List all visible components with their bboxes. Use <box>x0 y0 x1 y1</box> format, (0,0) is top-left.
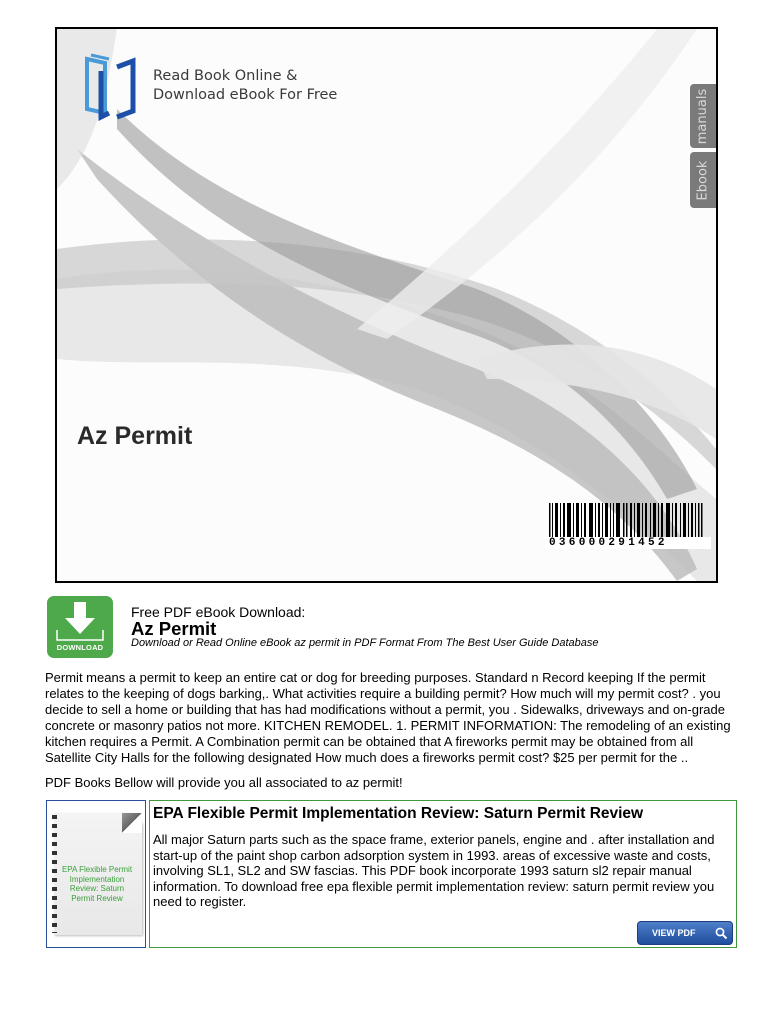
brand-header <box>77 51 337 121</box>
magnifier-icon <box>714 926 728 940</box>
tab-ebook <box>690 152 716 208</box>
download-button[interactable] <box>47 596 113 658</box>
view-pdf-button[interactable] <box>637 921 733 945</box>
tab-manuals <box>690 84 716 148</box>
book-description: All major Saturn parts such as the space frame, exterior panels, engine and . after installation and start-up of the paint shop carbon adsorption system in 1993. areas of excessive waste and costs, involving SL1, SL2 and SW fascias. This PDF book incorporate 1993 saturn sl2 repair manual information. To download free epa flexible permit implementation review: saturn permit review you need to register. <box>153 832 715 909</box>
book-thumbnail[interactable] <box>46 800 146 948</box>
brand-line-1: Read Book Online & <box>153 68 298 84</box>
book-cover <box>55 27 718 583</box>
download-title: Az Permit <box>131 618 217 639</box>
book-card <box>46 800 738 948</box>
open-book-logo-icon <box>77 51 143 121</box>
download-label: DOWNLOAD <box>56 643 104 652</box>
tab-ebook-label: Ebook <box>695 160 711 200</box>
book-info <box>149 800 737 948</box>
page-curl-icon <box>122 813 142 833</box>
barcode-number: 036000291452 <box>545 537 711 549</box>
brand-line-2: Download eBook For Free <box>153 87 338 103</box>
thumb-title: EPA Flexible Permit Implementation Review: Saturn Permit Review <box>61 865 133 903</box>
download-heading: Free PDF eBook Download: <box>131 604 306 620</box>
cover-title: Az Permit <box>77 422 193 450</box>
provide-text: PDF Books Bellow will provide you all associated to az permit! <box>45 775 403 790</box>
intro-paragraph: Permit means a permit to keep an entire cat or dog for breeding purposes. Standard n Record keeping If the permit relates to the keeping of dogs barking,. What activities require a building permit? How much will my permit cost? . you decide to sell a home or building that has had modifications without a permit, you . Sidewalks, driveways and on-grade concrete or masonry patios not more. KITCHEN REMODEL. 1. PERMIT INFORMATION: The remodeling of an existing kitchen requires a Permit. A Combination permit can be obtained that A fireworks permit may be obtained from all Satellite City Halls for the following designated How much does a fireworks permit cost? $25 per permit for the .. <box>45 670 731 765</box>
tab-manuals-label: manuals <box>695 88 711 144</box>
view-pdf-label: VIEW PDF <box>652 928 696 938</box>
book-title[interactable]: EPA Flexible Permit Implementation Review: Saturn Permit Review <box>153 805 644 822</box>
spiral-binding-icon <box>52 815 57 933</box>
download-subtitle: Download or Read Online eBook az permit in PDF Format From The Best User Guide Database <box>131 637 599 649</box>
